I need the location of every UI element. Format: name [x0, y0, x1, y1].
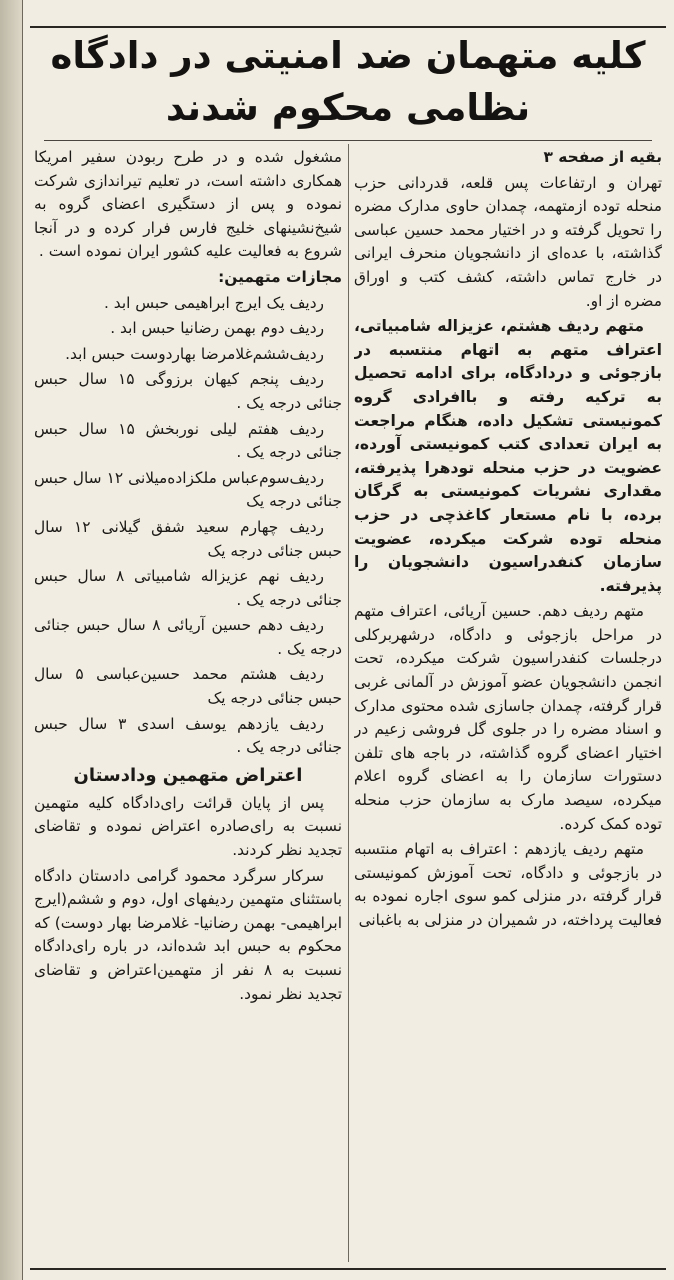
headline: [30, 30, 666, 142]
sentence-item: ردیف‌ششم‌غلامرضا بهاردوست حبس ابد.: [65, 344, 324, 363]
continued-from-label: بقیه از صفحه ۳: [543, 148, 662, 166]
subheading-appeals: اعتراض متهمین ودادستان: [73, 764, 303, 786]
headline-line-2: نظامی محکوم شدند: [165, 86, 531, 129]
sentence-item: ردیف هشتم محمد حسین‌عباسی ۵ سال حبس جنائی درجه یک: [34, 665, 342, 708]
bottom-rule: [30, 1268, 666, 1270]
article-column-right: [354, 146, 662, 1266]
sentence-item: ردیف یازدهم یوسف اسدی ۳ سال حبس جنائی درجه یک .: [34, 714, 342, 757]
page-binding-edge: [0, 0, 23, 1280]
sentence-item: ردیف پنجم کیهان برزوگی ۱۵ سال حبس جنائی درجه یک .: [34, 370, 342, 412]
sentence-item: ردیف نهم عزیزاله شامبیاتی ۸ سال حبس جنائی درجه یک .: [34, 567, 342, 609]
column-divider: [348, 144, 349, 1262]
sentences-title: مجازات متهمین:: [218, 267, 342, 286]
paragraph-defendant-8: متهم ردیف هشتم، عزیزاله شامبیاتی، اعتراف متهم به اتهام منتسبه در بازجوئی و دردادگاه، برای ادامه تحصیل به ترکیه رفته و باافرادی گروه کمونیستی تشکیل داده، هنگام مراجعت به ایران تعدادی کتب کمونیستی آورده، عضویت در حزب منحله تودهرا پذیرفته، مقداری نشریات کمونیستی به گرگان برده، با نام مستعار کاغذچی در حزب منحله توده شرکت میکرده، عضویت سازمان کنفدراسیون دانشجویان را پذیرفته.: [354, 317, 662, 595]
paragraph-continuation: مشغول شده و در طرح ربودن سفیر امریکا همکاری داشته است، در تعلیم تیراندازی شرکت نموده و پس از دستگیری اعضای گروه به شیخ‌نشینهای خلیج فارس فرار کرده و در آنجا شروع به فعالیت علیه کشور ایران نموده است .: [34, 148, 342, 261]
article-column-left: [34, 146, 342, 1266]
sentence-item: ردیف یک ایرج ابراهیمی حبس ابد .: [103, 293, 324, 312]
sentence-item: ردیف‌سوم‌عباس ملکزاده‌میلانی ۱۲ سال حبس جنائی درجه یک: [34, 468, 342, 511]
sentence-item: ردیف دوم بهمن رضانیا حبس ابد .: [110, 319, 324, 338]
headline-line-1: کلیه متهمان ضد امنیتی در دادگاه: [50, 34, 646, 77]
paragraph-evidence: تهران و ارتفاعات پس قلعه، قدردانی حزب منحله توده ازمتهمه، چمدان حاوی مدارک مضره را تحویل گرفته و در اختیار محمد حسین عباسی گذاشته، با عده‌ای از دانشجویان منحرف ایرانی در خارج تماس داشته، کشف کتب و اوراق مضره از او.: [354, 173, 662, 310]
sentence-item: ردیف چهارم سعید شفق گیلانی ۱۲ سال حبس جنائی درجه یک: [34, 517, 342, 560]
top-rule: [30, 26, 666, 28]
paragraph-appeal-defendants: پس از پایان قرائت رای‌دادگاه کلیه متهمین نسبت به رای‌صادره اعتراض نموده و تقاضای تجدید نظر کردند.: [34, 793, 342, 860]
news-clipping: [30, 12, 666, 1270]
paragraph-defendant-10: متهم ردیف دهم. حسین آریائی، اعتراف متهم در مراحل بازجوئی و دادگاه، درشهربرکلی درجلسات کنفدراسیون شرکت میکرده، تحت انجمن دانشجویان عضو آموزش در آلمانی غربی قرار گرفته، چمدان جاسازی شده محتوی مدارک و اسناد مضره را در جلوی گل فروشی زعیم در اختیار اعضای گروه گذاشته، در باجه های تلفن دستورات سازمان را به اعضای گروه اعلام میکرده، سیصد مارک به سازمان حزب منحله توده کمک کرده.: [354, 602, 662, 833]
headline-rule: [44, 140, 652, 141]
sentence-item: ردیف هفتم لیلی نوربخش ۱۵ سال حبس جنائی درجه یک .: [34, 419, 342, 462]
sentence-item: ردیف دهم حسین آریائی ۸ سال حبس جنائی درجه یک .: [34, 616, 342, 658]
paragraph-defendant-11: متهم ردیف یازدهم : اعتراف به اتهام منتسبه در بازجوئی و دادگاه، تحت آموزش کمونیستی قرار گرفته ،در منزلی کمو سوی اجاره نموده به فعالیت پرداخته، در شمیران در منزلی به باغبانی: [354, 840, 662, 929]
paragraph-appeal-prosecutor: سرکار سرگرد محمود گرامی دادستان دادگاه باستثنای متهمین ردیفهای اول، دوم و ششم(ایرج ابراهیمی- بهمن رضانیا- غلامرضا بهار دوست) که محکوم به حبس ابد شده‌اند، در باره رای‌دادگاه نسبت به ۸ نفر از متهمین‌اعتراض و تقاضای تجدید نظر نمود.: [34, 866, 342, 1003]
